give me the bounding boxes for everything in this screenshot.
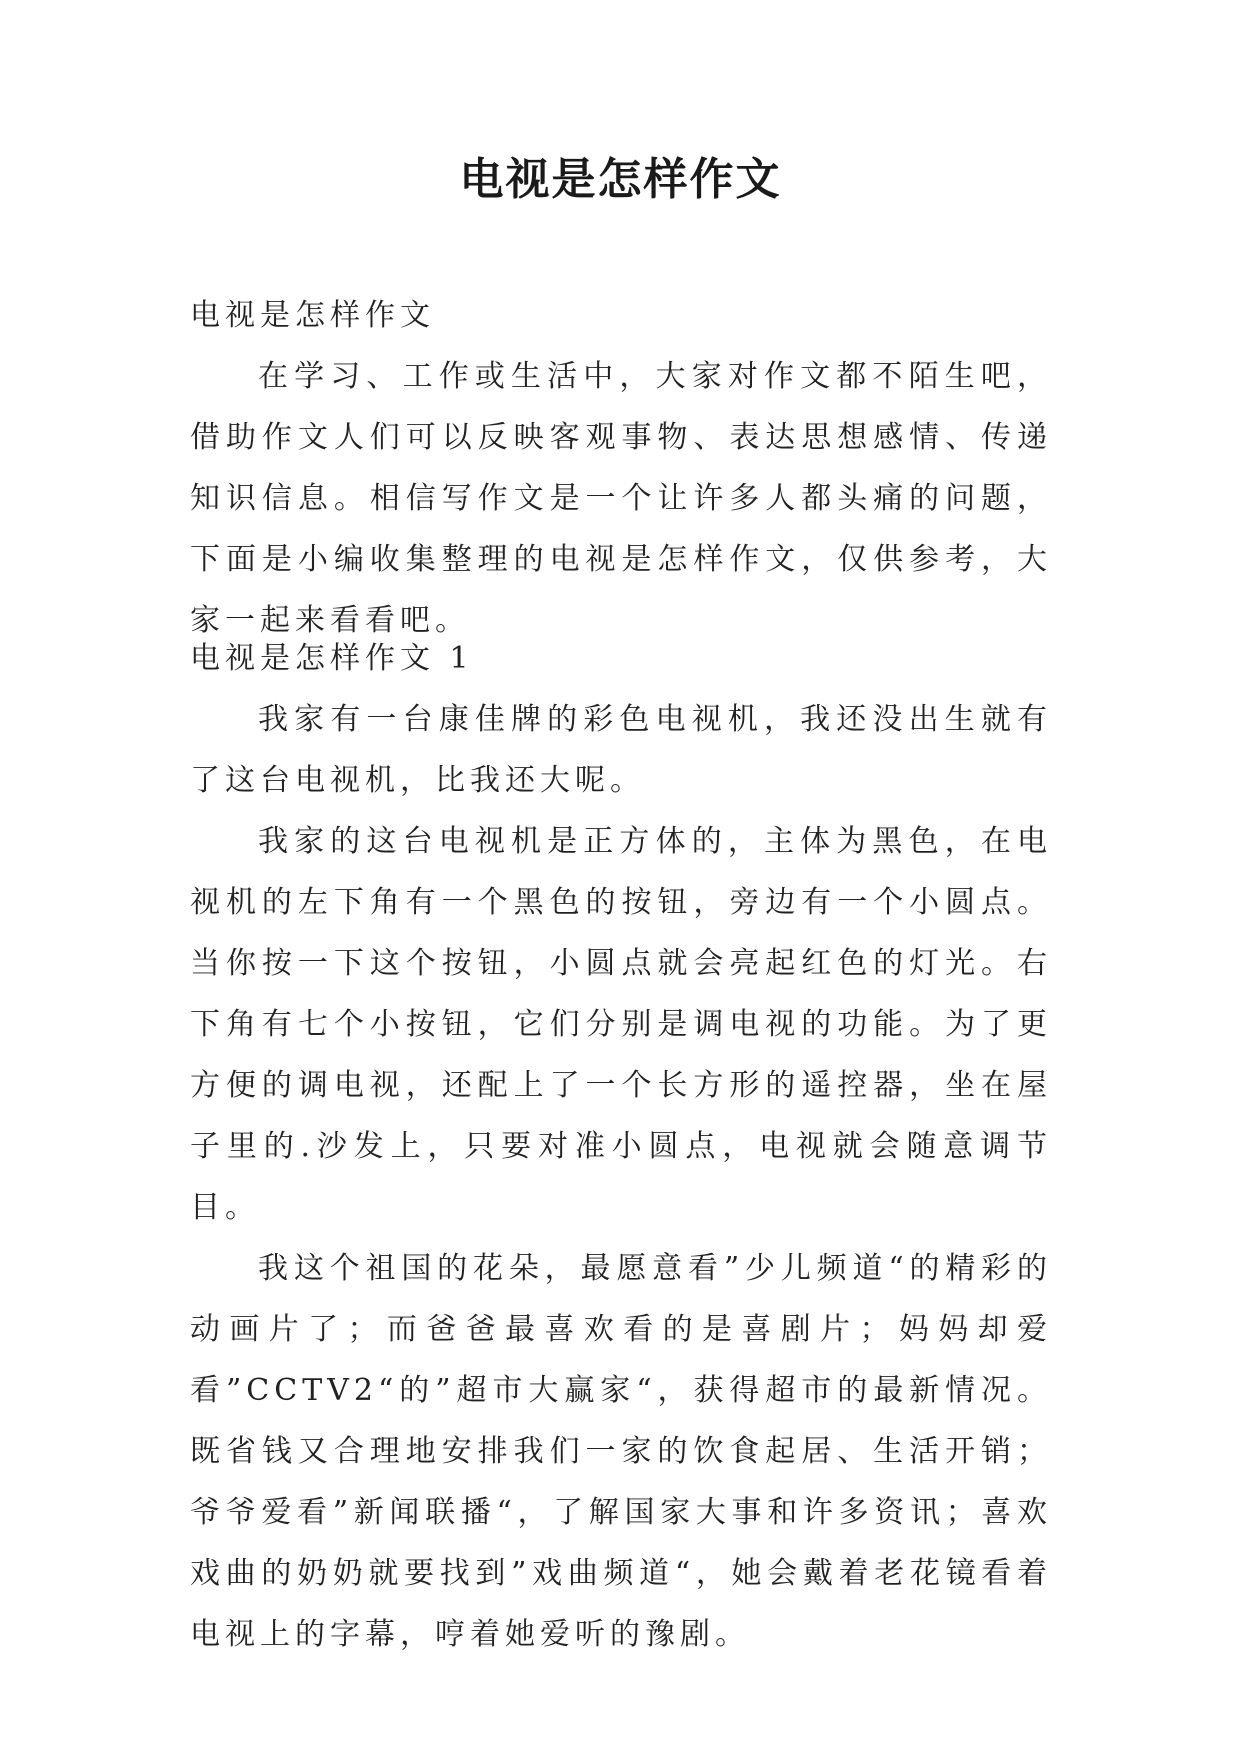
intro-paragraph: 在学习、工作或生活中，大家对作文都不陌生吧，借助作文人们可以反映客观事物、表达思想感情、传递知识信息。相信写作文是一个让许多人都头痛的问题，下面是小编收集整理的电视是怎样作文，仅供参考，大家一起来看看吧。 <box>190 359 1052 638</box>
section-heading: 电视是怎样作文 1 <box>190 641 474 676</box>
document-title: 电视是怎样作文 <box>459 154 782 205</box>
subtitle: 电视是怎样作文 <box>190 298 435 333</box>
intro-block <box>190 285 1052 651</box>
paragraph-2: 我家的这台电视机是正方体的，主体为黑色，在电视机的左下角有一个黑色的按钮，旁边有一个小圆点。当你按一下这个按钮，小圆点就会亮起红色的灯光。右下角有七个小按钮，它们分别是调电视的功能。为了更方便的调电视，还配上了一个长方形的遥控器，坐在屋子里的.沙发上，只要对准小圆点，电视就会随意调节目。 <box>190 824 1052 1225</box>
paragraph-3: 我这个祖国的花朵，最愿意看”少儿频道“的精彩的动画片了；而爸爸最喜欢看的是喜剧片；妈妈却爱看”CCTV2“的”超市大赢家“，获得超市的最新情况。既省钱又合理地安排我们一家的饮食起居、生活开销；爷爷爱看”新闻联播“，了解国家大事和许多资讯；喜欢戏曲的奶奶就要找到”戏曲频道“，她会戴着老花镜看着电视上的字幕，哼着她爱听的豫剧。 <box>190 1251 1052 1652</box>
section-1 <box>190 628 1052 1665</box>
paragraph-1: 我家有一台康佳牌的彩色电视机，我还没出生就有了这台电视机，比我还大呢。 <box>190 702 1052 798</box>
